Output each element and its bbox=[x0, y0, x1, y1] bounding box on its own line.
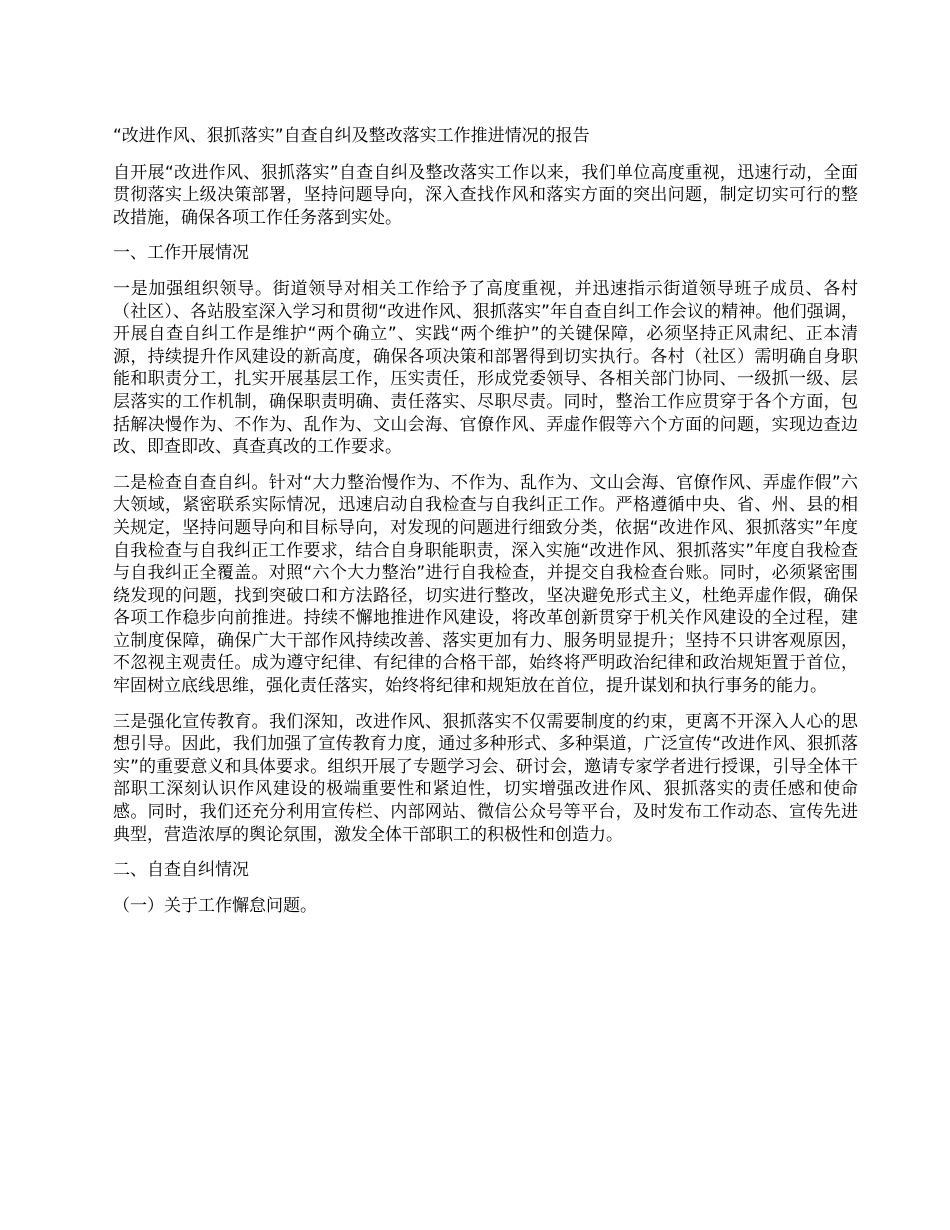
section-heading-work-progress: 一、工作开展情况 bbox=[113, 243, 249, 264]
intro-paragraph: 自开展“改进作风、狠抓落实”自查自纠及整改落实工作以来，我们单位高度重视，迅速行动，全面贯彻落实上级决策部署，坚持问题导向，深入查找作风和落实方面的突出问题，制定切实可行的整改措施，确保各项工作任务落到实处。 bbox=[113, 162, 858, 228]
paragraph-self-inspection: 二是检查自查自纠。针对“大力整治慢作为、不作为、乱作为、文山会海、官僚作风、弄虚作假”六大领域，紧密联系实际情况，迅速启动自我检查与自我纠正工作。严格遵循中央、省、州、县的相关规定，坚持问题导向和目标导向，对发现的问题进行细致分类，依据“改进作风、狠抓落实”年度自我检查与自我纠正工作要求，结合自身职能职责，深入实施“改进作风、狠抓落实”年度自我检查与自我纠正全覆盖。对照“六个大力整治”进行自我检查，并提交自我检查台账。同时，必须紧密围绕发现的问题，找到突破口和方法路径，切实进行整改，坚决避免形式主义，杜绝弄虚作假，确保各项工作稳步向前推进。持续不懈地推进作风建设，将改革创新贯穿于机关作风建设的全过程，建立制度保障，确保广大干部作风持续改善、落实更加有力、服务明显提升；坚持不只讲客观原因，不忽视主观责任。成为遵守纪律、有纪律的合格干部，始终将严明政治纪律和政治规矩置于首位，牢固树立底线思维，强化责任落实，始终将纪律和规矩放在首位，提升谋划和执行事务的能力。 bbox=[113, 472, 858, 697]
subsection-heading-work-slackness: （一）关于工作懈怠问题。 bbox=[113, 895, 317, 916]
paragraph-organization-leadership: 一是加强组织领导。街道领导对相关工作给予了高度重视，并迅速指示街道领导班子成员、各村（社区）、各站股室深入学习和贯彻“改进作风、狠抓落实”年自查自纠工作会议的精神。他们强调，开展自查自纠工作是维护“两个确立”、实践“两个维护”的关键保障，必须坚持正风肃纪、正本清源，持续提升作风建设的新高度，确保各项决策和部署得到切实执行。各村（社区）需明确自身职能和职责分工，扎实开展基层工作，压实责任，形成党委领导、各相关部门协同、一级抓一级、层层落实的工作机制，确保职责明确、责任落实、尽职尽责。同时，整治工作应贯穿于各个方面，包括解决慢作为、不作为、乱作为、文山会海、官僚作风、弄虚作假等六个方面的问题，实现边查边改、即查即改、真查真改的工作要求。 bbox=[113, 278, 858, 458]
document-page bbox=[113, 125, 858, 930]
section-heading-self-correction: 二、自查自纠情况 bbox=[113, 860, 249, 881]
paragraph-publicity-education: 三是强化宣传教育。我们深知，改进作风、狠抓落实不仅需要制度的约束，更离不开深入人心的思想引导。因此，我们加强了宣传教育力度，通过多种形式、多种渠道，广泛宣传“改进作风、狠抓落实”的重要意义和具体要求。组织开展了专题学习会、研讨会，邀请专家学者进行授课，引导全体干部职工深刻认识作风建设的极端重要性和紧迫性，切实增强改进作风、狠抓落实的责任感和使命感。同时，我们还充分利用宣传栏、内部网站、微信公众号等平台，及时发布工作动态、宣传先进典型，营造浓厚的舆论氛围，激发全体干部职工的积极性和创造力。 bbox=[113, 711, 858, 845]
document-title: “改进作风、狠抓落实”自查自纠及整改落实工作推进情况的报告 bbox=[113, 126, 590, 146]
